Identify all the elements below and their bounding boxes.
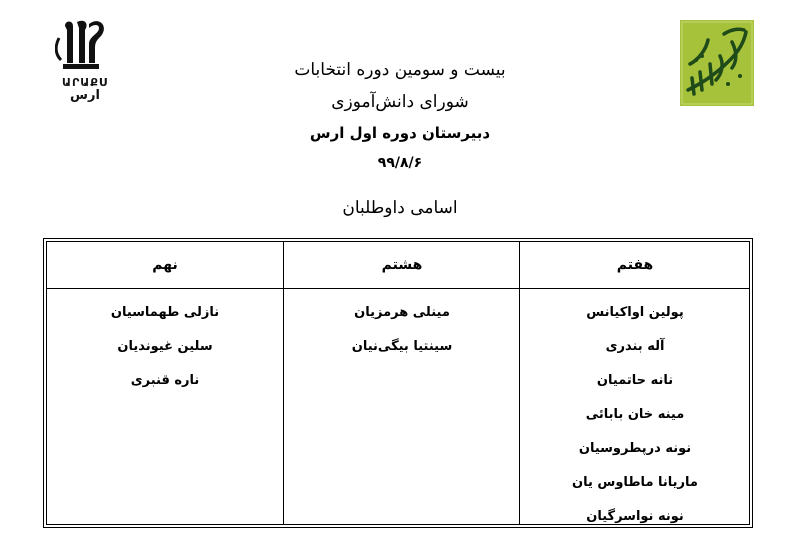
list-item: مینلی هرمزیان [354, 305, 450, 320]
list-item: سینتیا بیگی‌نیان [351, 339, 453, 354]
calligraphy-logo-icon [680, 20, 754, 106]
list-item: نانه حاتمیان [596, 373, 674, 388]
list-item: نونه درپطروسیان [578, 441, 692, 456]
list-item: نونه نواسرگیان [586, 509, 684, 524]
aras-logo-latin-text: ԱՐԱՔՍ [62, 76, 108, 89]
list-item: آله بندری [605, 339, 665, 354]
grade-8-name-list [284, 296, 520, 364]
column-grade-8 [283, 242, 520, 524]
column-grade-7 [519, 242, 750, 524]
equity-education-calligraphy-logo [680, 20, 754, 106]
list-item: مینه خان بابائی [585, 407, 685, 422]
column-header-grade-8: هشتم [284, 242, 520, 289]
column-grade-9 [47, 242, 283, 524]
council-title: شورای دانش‌آموزی [331, 92, 469, 112]
grade-7-name-list [520, 296, 750, 534]
list-item: ماریانا ماطاوس یان [572, 475, 698, 490]
column-header-grade-7: هفتم [520, 242, 750, 289]
aras-school-logo [55, 18, 115, 108]
list-item: پولین اواکیانس [586, 305, 684, 320]
candidates-table [43, 238, 753, 528]
document-date: ۹۹/۸/۶ [377, 155, 423, 171]
list-item: ناره قنبری [130, 373, 200, 388]
aras-logo-persian-text: ارس [70, 88, 100, 103]
aras-logo-mark-icon [55, 18, 115, 76]
school-name: دبیرستان دوره اول ارس [309, 124, 491, 142]
column-header-grade-9: نهم [47, 242, 283, 289]
list-item: نازلی طهماسیان [110, 305, 220, 320]
candidates-table-inner [46, 241, 750, 525]
list-item: سلین غیوندیان [117, 339, 213, 354]
election-title: بیست و سومین دوره انتخابات [294, 60, 506, 80]
grade-9-name-list [47, 296, 283, 398]
candidates-heading: اسامی داوطلبان [342, 198, 458, 218]
